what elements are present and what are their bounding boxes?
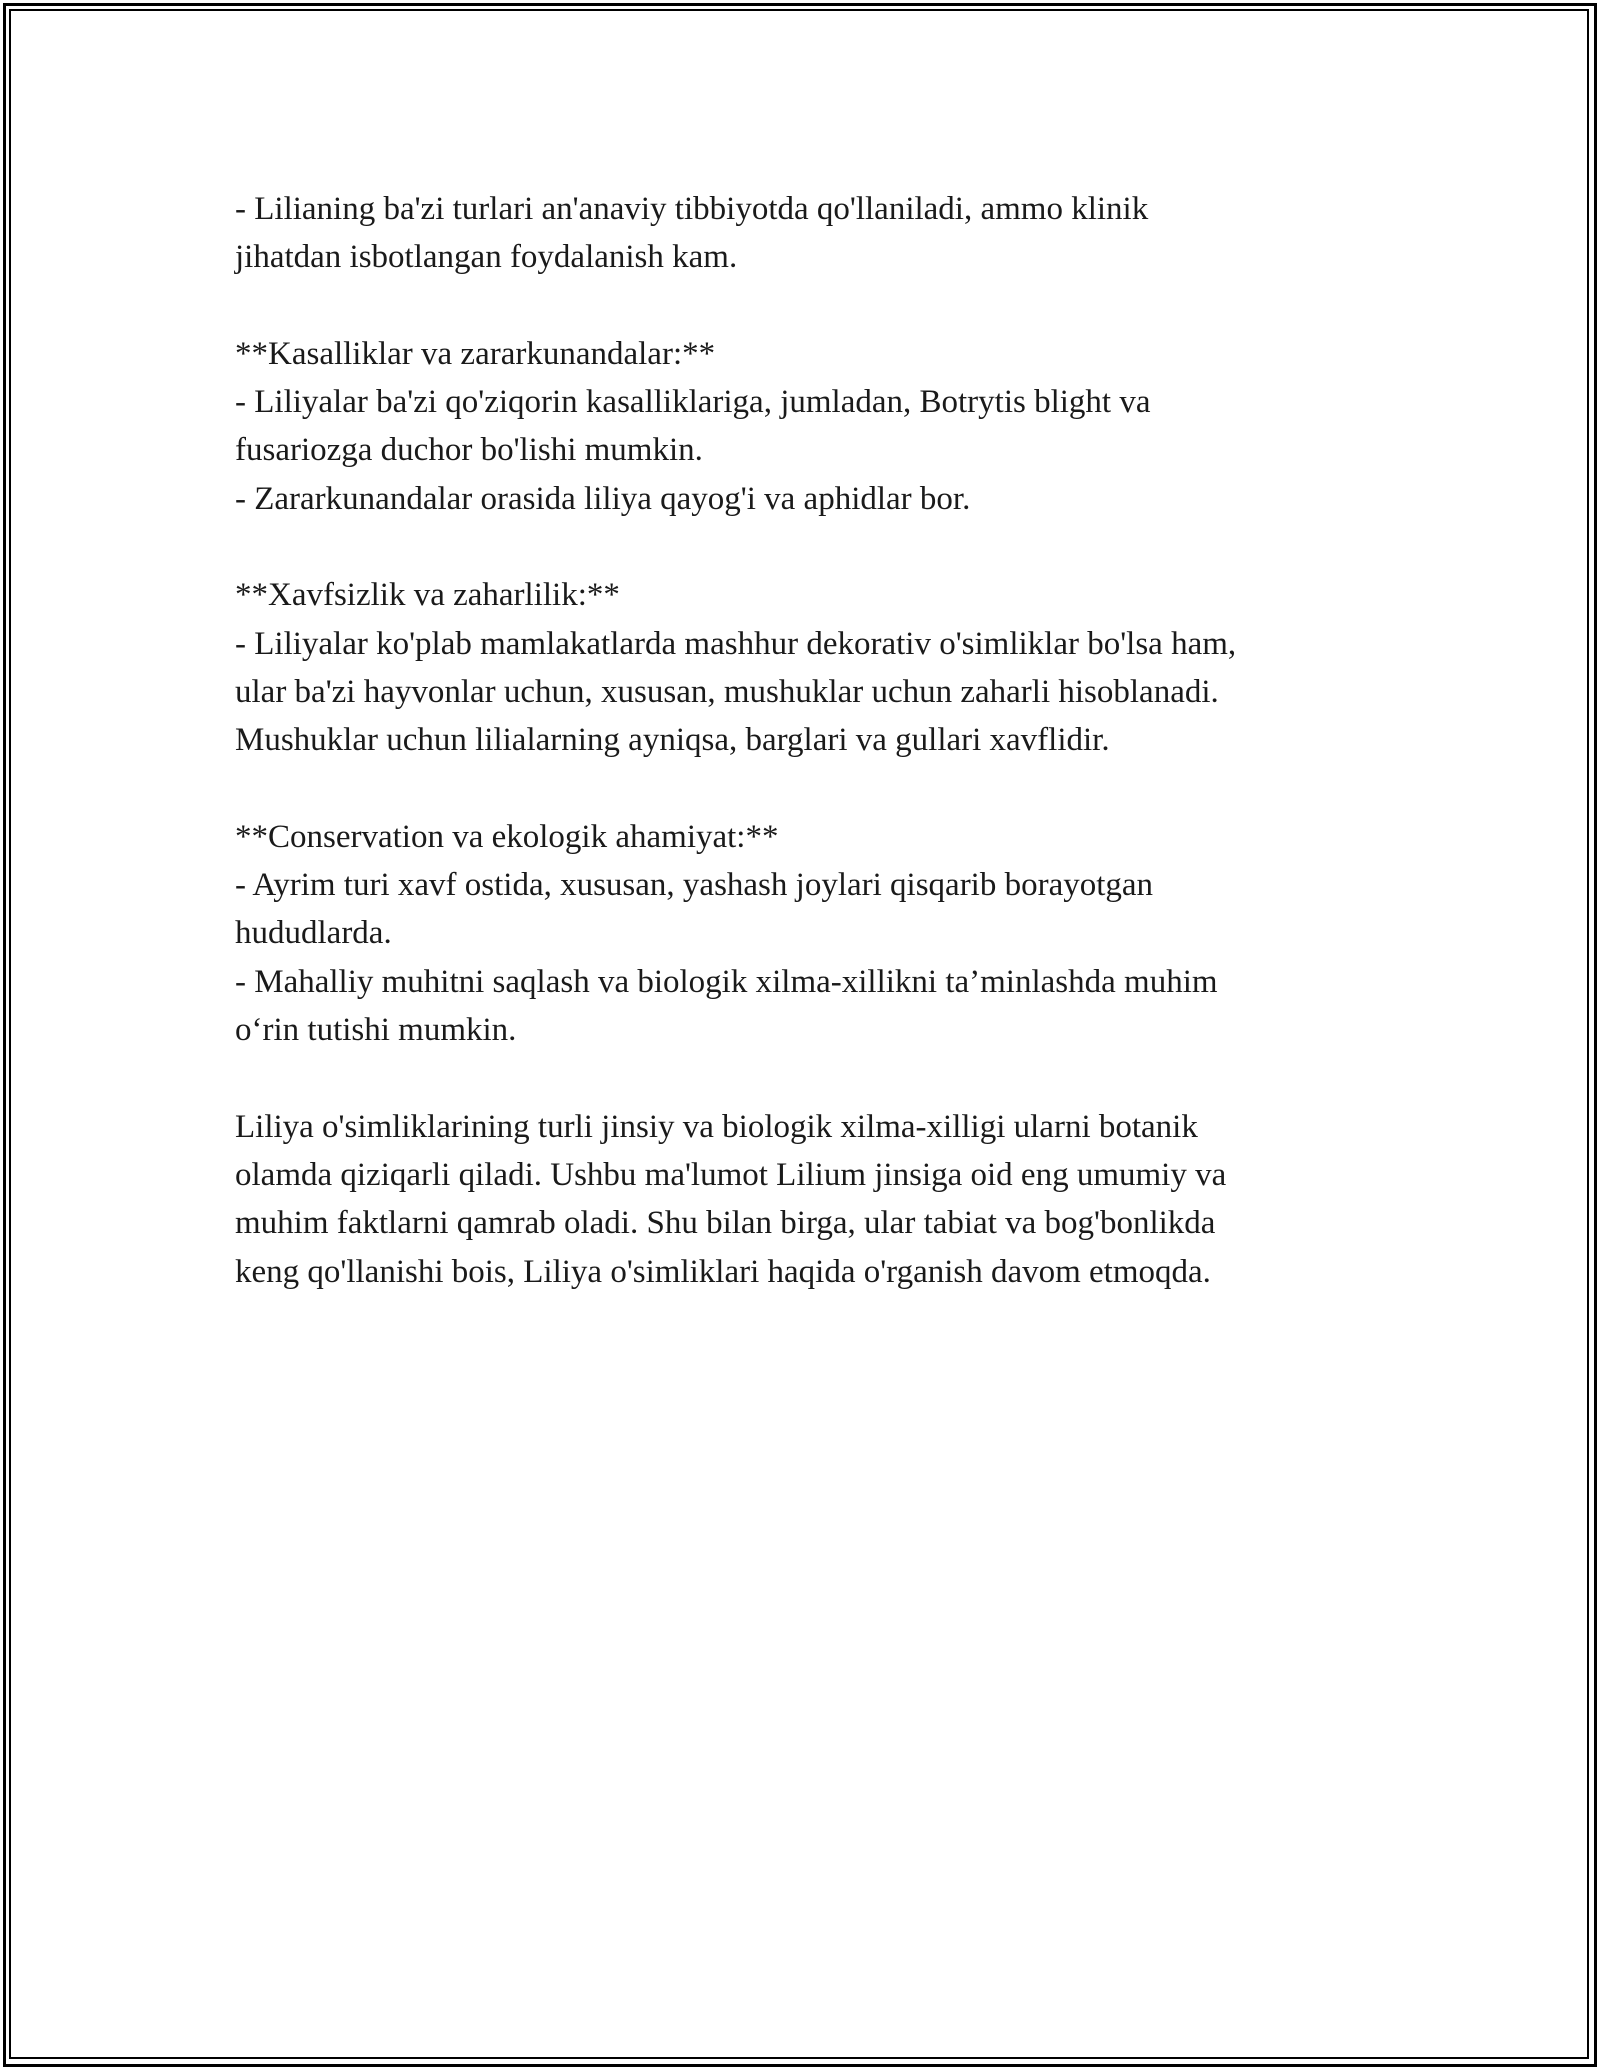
text-line: - Zararkunandalar orasida liliya qayog'i va aphidlar bor. <box>235 480 971 517</box>
conservation-section <box>235 813 1365 1054</box>
intro-paragraph <box>235 185 1365 282</box>
paragraph-gap <box>235 765 1365 813</box>
text-line: Liliya o'simliklarining turli jinsiy va biologik xilma-xilligi ularni botanik <box>235 1108 1198 1145</box>
text-line: Mushuklar uchun lilialarning ayniqsa, barglari va gullari xavflidir. <box>235 722 1110 759</box>
text-line: fusariozga duchor bo'lishi mumkin. <box>235 432 703 469</box>
section-heading: **Xavfsizlik va zaharlilik:** <box>235 577 620 614</box>
text-line: hududlarda. <box>235 915 392 952</box>
text-line: - Liliyalar ba'zi qo'ziqorin kasalliklariga, jumladan, Botrytis blight va <box>235 384 1151 421</box>
text-line: ular ba'zi hayvonlar uchun, xususan, mushuklar uchun zaharli hisoblanadi. <box>235 673 1219 710</box>
paragraph-gap <box>235 1054 1365 1102</box>
safety-section <box>235 571 1365 764</box>
text-line: jihatdan isbotlangan foydalanish kam. <box>235 239 738 276</box>
text-line: muhim faktlarni qamrab oladi. Shu bilan birga, ular tabiat va bog'bonlikda <box>235 1205 1216 1242</box>
conclusion-paragraph <box>235 1103 1365 1296</box>
diseases-section <box>235 330 1365 523</box>
section-heading: **Conservation va ekologik ahamiyat:** <box>235 818 779 855</box>
text-line: - Ayrim turi xavf ostida, xususan, yashash joylari qisqarib borayotgan <box>235 867 1154 904</box>
paragraph-gap <box>235 282 1365 330</box>
section-heading: **Kasalliklar va zararkunandalar:** <box>235 335 716 372</box>
text-line: keng qo'llanishi bois, Liliya o'simliklari haqida o'rganish davom etmoqda. <box>235 1253 1211 1290</box>
text-line: olamda qiziqarli qiladi. Ushbu ma'lumot Lilium jinsiga oid eng umumiy va <box>235 1156 1227 1193</box>
paragraph-gap <box>235 523 1365 571</box>
text-line: o‘rin tutishi mumkin. <box>235 1012 517 1049</box>
text-line: - Lilianing ba'zi turlari an'anaviy tibbiyotda qo'llaniladi, ammo klinik <box>235 191 1149 227</box>
document-body <box>235 185 1365 1296</box>
text-line: - Mahalliy muhitni saqlash va biologik xilma-xillikni ta’minlashda muhim <box>235 963 1218 1000</box>
text-line: - Liliyalar ko'plab mamlakatlarda mashhur dekorativ o'simliklar bo'lsa ham, <box>235 625 1237 662</box>
